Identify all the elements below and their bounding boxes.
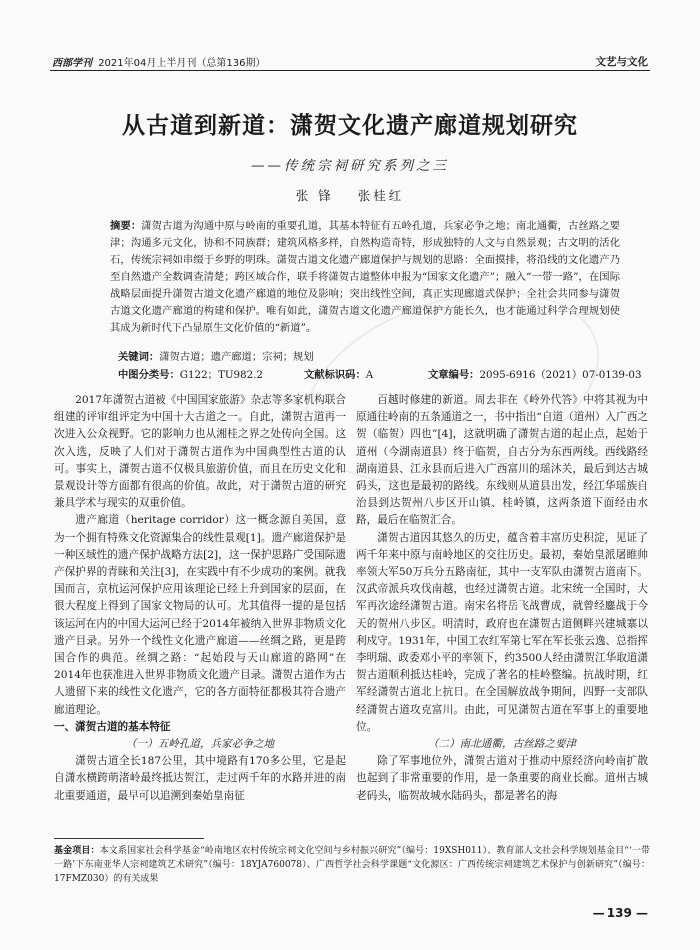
doc-code-value: A	[365, 369, 374, 381]
header-divider	[50, 70, 650, 71]
footnote-divider	[54, 838, 204, 839]
body-column-left	[54, 392, 346, 832]
column-name: 文艺与文化	[595, 56, 648, 68]
footnote-label: 基金项目：	[54, 846, 100, 856]
journal-issue: 2021年04月上半月刊（总第136期）	[98, 58, 266, 69]
article-number-value: 2095-6916（2021）07-0139-03	[479, 369, 642, 381]
journal-name: 西部学刊	[52, 58, 92, 69]
journal-header	[52, 54, 265, 69]
funding-footnote	[54, 844, 650, 886]
authors	[0, 186, 700, 204]
body-paragraph: 潇贺古道因其悠久的历史，蕴含着丰富历史积淀，见证了两千年来中原与南岭地区的交往历史。最初，秦始皇派屠睢帅率领大军50万兵分五路南征，其中一支军队由潇贺古道南下。汉武帝派兵攻伐南越，也经过潇贺古道。北宋统一全国时，大军再次途经潇贺古道。南宋名将岳飞战曹成，就曾经鏖战于今天的贺州八步区。明清时，政府也在潇贺古道侧畔兴建城寨以利戍守。1931年，中国工农红军第七军在军长张云逸、总指挥李明瑞、政委邓小平的率领下，约3500人经由潇贺江华取道潇贺古道顺利抵达桂岭，完成了著名的桂岭整编。抗战时期，红军经潇贺古道北上抗日。在全国解放战争期间，四野一支部队经潇贺古道攻克富川。由此，可见潇贺古道在军事上的重要地位。	[356, 531, 648, 733]
clc-field	[118, 369, 263, 381]
body-paragraph: 潇贺古道全长187公里，其中境路有170多公里，它是起自潇水横跨萌渚岭最终抵达贺江，走过两千年的水路并进的南北重要通道，最早可以追溯到秦始皇南征	[54, 755, 346, 802]
article-subtitle: ——传统宗祠研究系列之三	[251, 158, 449, 174]
classification-row	[118, 366, 642, 381]
footnote-text: 本文系国家社会科学基金“岭南地区农村传统宗祠文化空间与乡村振兴研究”（编号：19XSH011）、教育部人文社会科学规划基金目“‘一带一路’下东南亚华人宗祠建筑艺术研究”（编号：18YJA760078）、广西哲学社会科学课题“文化源区：广西传统宗祠建筑艺术保护与创新研究”（编号：17FMZ030）的有关成果	[54, 846, 650, 884]
keywords-text: 潇贺古道；遗产廊道；宗祠；规划	[159, 351, 314, 363]
body-paragraph: 遗产廊道（heritage corridor）这一概念源自美国，意为一个拥有特殊文化资源集合的线性景观[1]。遗产廊道保护是一种区域性的遗产保护战略方法[2]，这一保护思路广受国际遗产保护界的青睐和关注[3]，在实践中有不少成功的案例。就我国而言，京杭运河保护应用该理论已经上升到国家的层面，在很大程度上得到了国家文物局的认可。尤其值得一提的是包括该运河在内的中国大运河已经于2014年被纳入世界非物质文化遗产目录。另外一个线性文化遗产廊道——丝绸之路，更是跨国合作的典范。丝绸之路：“起始段与天山廊道的路网”在2014年也获准进入世界非物质文化遗产目录。潇贺古道作为古人遗留下来的线性文化遗产，它的各方面特征都极其符合遗产廊道理论。	[54, 514, 346, 716]
body-paragraph: 除了军事地位外，潇贺古道对于推动中原经济向岭南扩散也起到了非常重要的作用，是一条重要的商业长廊。道州古城老码头，临贺故城水陆码头，都是著名的海	[356, 755, 648, 802]
abstract	[110, 218, 620, 337]
clc-value: G122；TU982.2	[179, 369, 263, 381]
article-number-label: 文章编号：	[428, 369, 480, 381]
article-number-field	[428, 366, 642, 381]
keywords	[118, 348, 314, 363]
doc-code-label: 文献标识码：	[304, 369, 366, 381]
body-paragraph: 2017年潇贺古道被《中国国家旅游》杂志等多家机构联合组建的评审组评定为中国十大古道之一。自此，潇贺古道再一次进入公众视野。它的影响力也从湘桂之界之处传向全国。这次入选，反映了人们对于潇贺古道作为中国典型性古道的认可。事实上，潇贺古道不仅极具旅游价值，而且在历史文化和景观设计等方面都有很高的价值。故此，对于潇贺古道的研究兼具学术与现实的双重价值。	[54, 394, 346, 510]
page-number-dash-right: —	[636, 906, 646, 920]
page-number	[593, 906, 646, 920]
subsection-heading: （一）五岭孔道，兵家必争之地	[125, 738, 275, 751]
page-number-dash-left: —	[592, 906, 603, 920]
article-title: 从古道到新道：潇贺文化遗产廊道规划研究	[122, 112, 578, 139]
clc-label: 中图分类号：	[118, 369, 180, 381]
author-name: 张 锋	[295, 188, 334, 203]
abstract-text: 潇贺古道为沟通中原与岭南的重要孔道，其基本特征有五岭孔道，兵家必争之地；南北通衢，古丝路之要津；沟通多元文化，协和不同族群；建筑风格多样，自然构造奇特，形成独特的人文与自然景观；古文明的活化石，传统宗祠如串缀于乡野的明珠。潇贺古道文化遗产廊道保护与规划的思路：全面摸排，将沿线的文化遗产乃至自然遗产全数调查清楚；跨区域合作，联手将潇贺古道整体申报为“国家文化遗产”；融入“一带一路”，在国际战略层面提升潇贺古道文化遗产廊道的地位及影响；突出线性空间，真正实现廊道式保护；全社会共同参与潇贺古道文化遗产廊道的构建和保护。唯有如此，潇贺古道文化遗产廊道保护方能长久，也才能通过科学合理规划使其成为新时代下凸显原生文化价值的“新道”。	[110, 220, 621, 334]
body-paragraph: 百越时修建的新道。周去非在《岭外代答》中将其视为中原通往岭南的五条通道之一，书中指出“自道（道州）入广西之贺（临贺）四也”[4]，这就明确了潇贺古道的起止点，起始于道州（今湖南道县）终于临贺，自古分为东西两线。西线路经湖南道县、江永县而后进入广西富川的瑶沐关，最后到达古城码头，这也是最初的路线。东线则从道县出发，经江华瑶族自治县到达贺州八步区开山镇、桂岭镇，这两条道下面经由水路，最后在临贺汇合。	[356, 394, 648, 527]
doc-code-field	[304, 366, 373, 381]
abstract-label: 摘要：	[110, 220, 142, 232]
author-name: 张桂红	[357, 188, 405, 203]
page-number-value: 139	[606, 906, 632, 920]
body-column-right	[356, 392, 648, 832]
section-heading: 一、潇贺古道的基本特征	[54, 720, 171, 733]
subsection-heading: （二）南北通衢，古丝路之要津	[427, 738, 577, 751]
keywords-label: 关键词：	[118, 351, 160, 363]
